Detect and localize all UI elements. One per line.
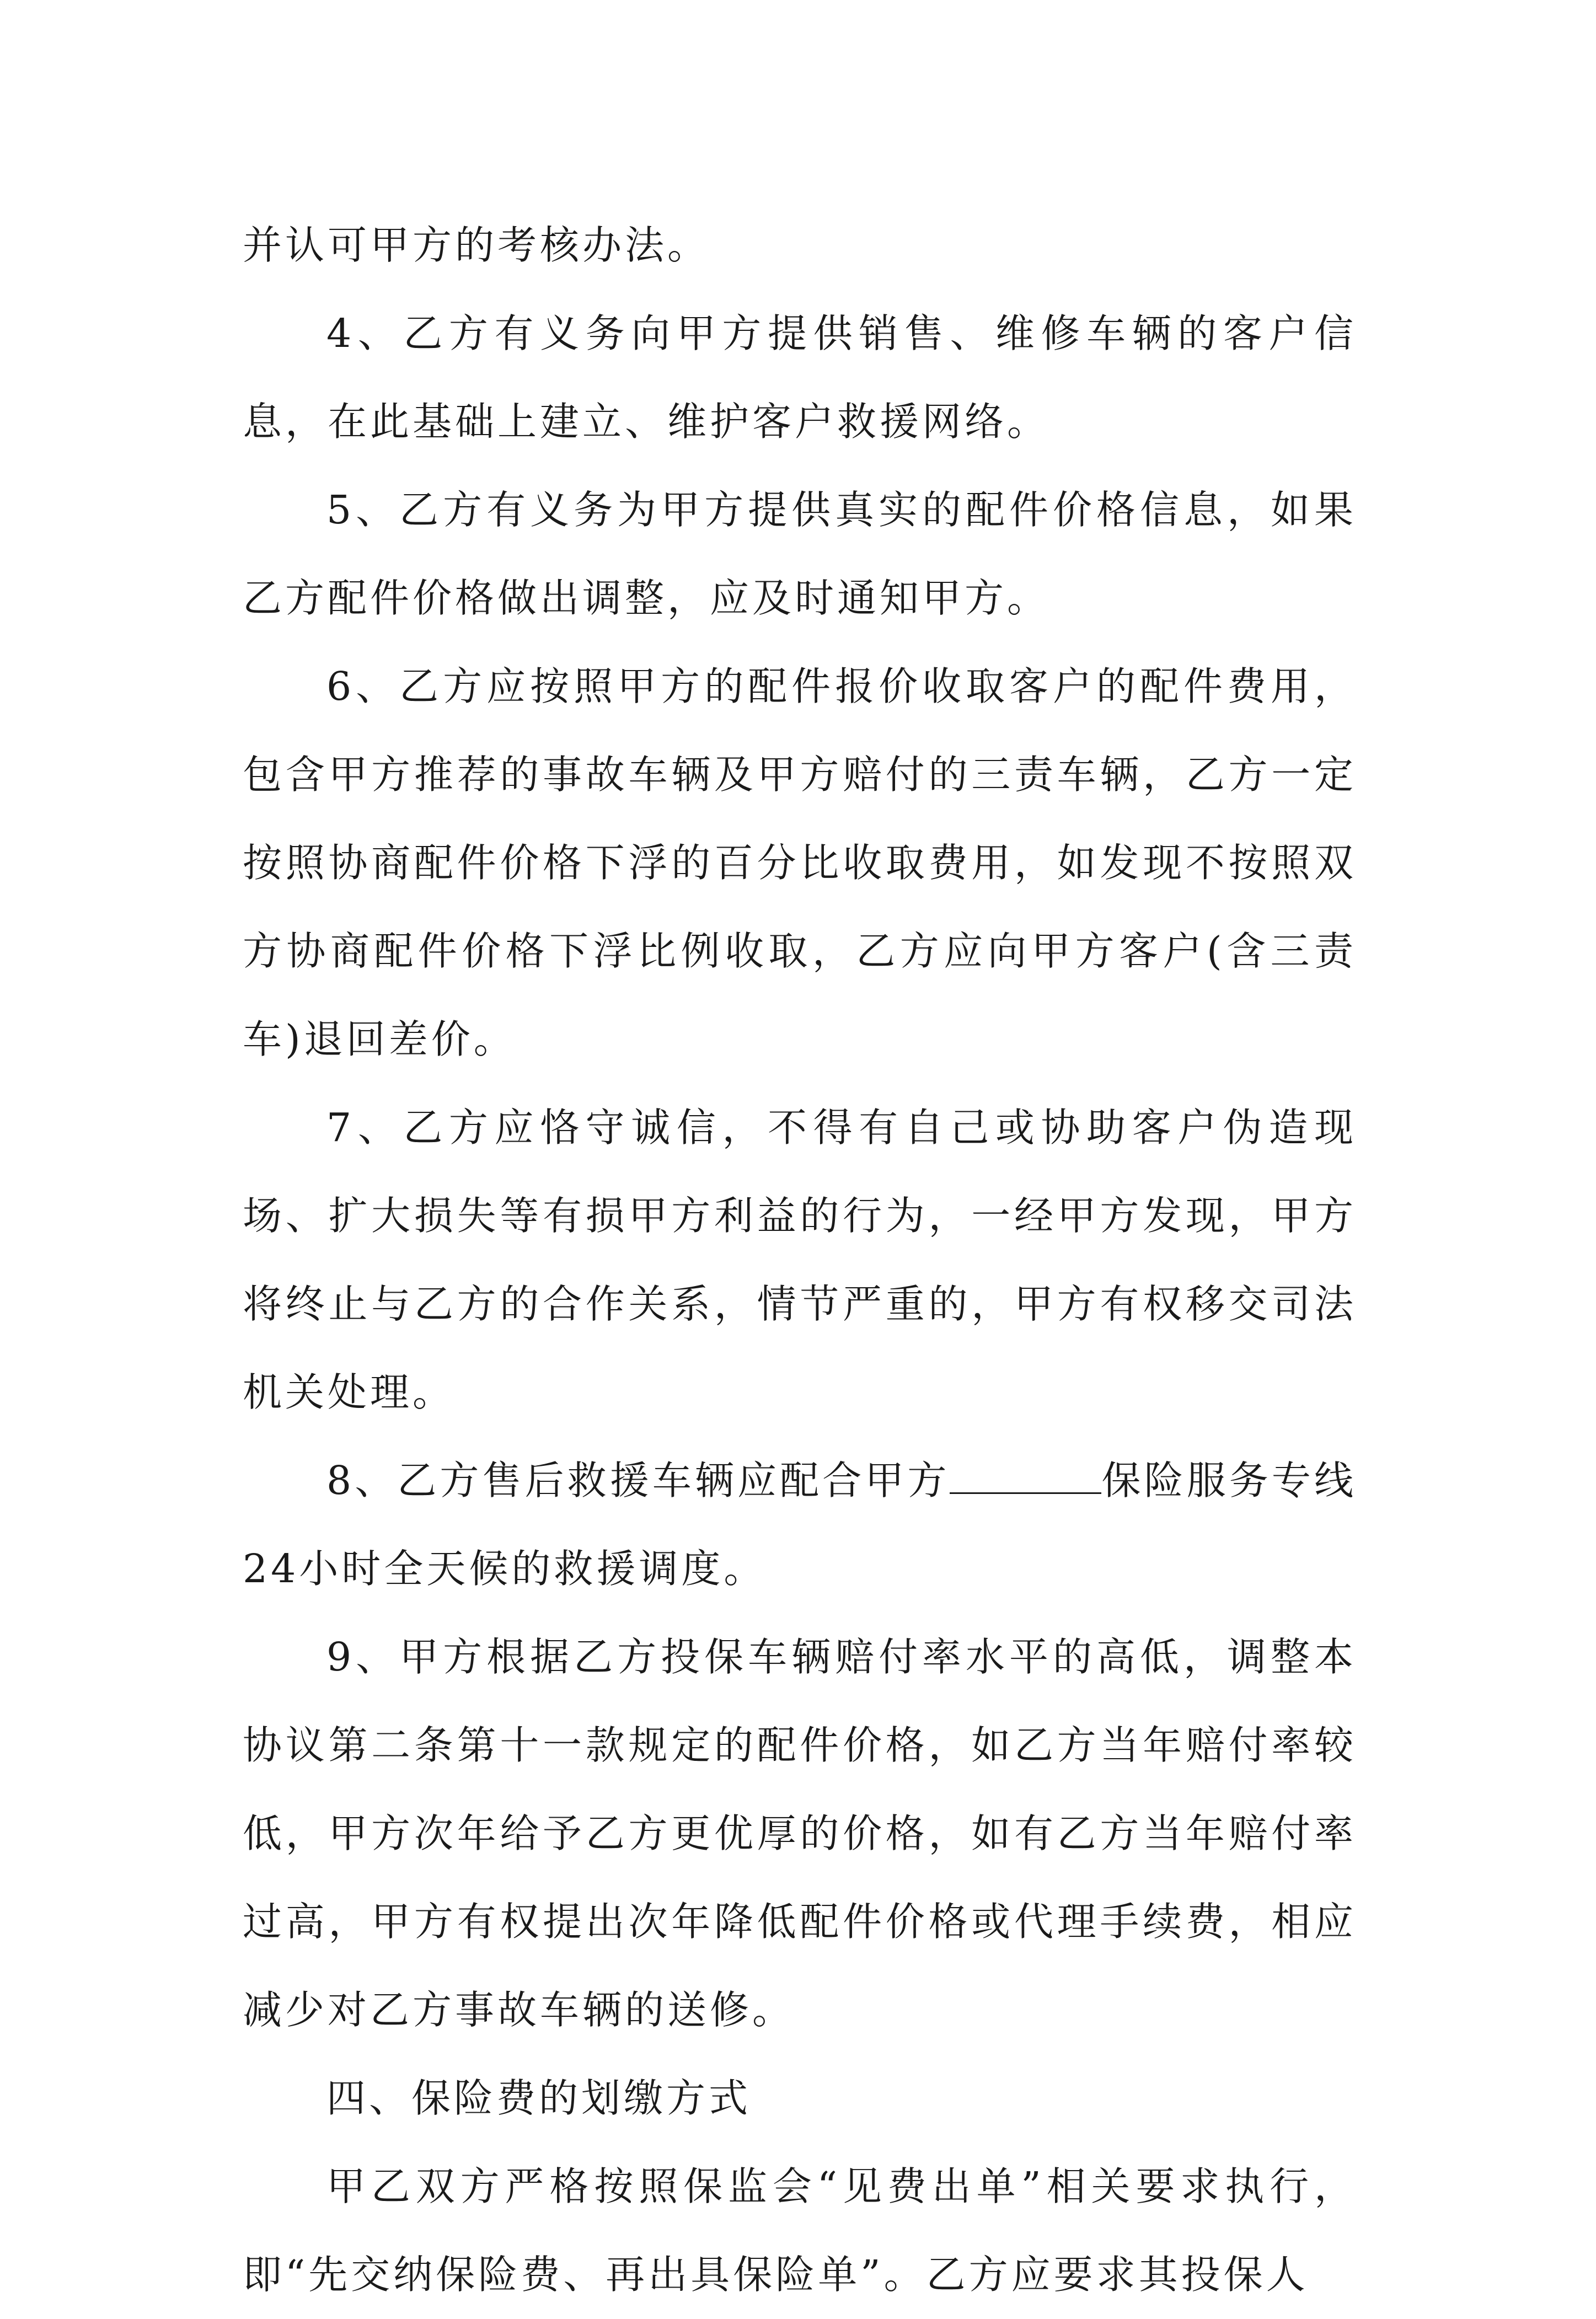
fill-in-blank xyxy=(950,1456,1101,1494)
paragraph-item-5: 5、乙方有义务为甲方提供真实的配件价格信息，如果乙方配件价格做出调整，应及时通知甲方。 xyxy=(243,487,1357,621)
paragraph-item-4: 4、乙方有义务向甲方提供销售、维修车辆的客户信息，在此基础上建立、维护客户救援网络。 xyxy=(243,310,1357,444)
section-heading-premium-payment: 四、保险费的划缴方式 xyxy=(326,2075,752,2121)
paragraph-item-8 xyxy=(243,1437,1357,1613)
paragraph-item-9: 9、甲方根据乙方投保车辆赔付率水平的高低，调整本协议第二条第十一款规定的配件价格，如乙方当年赔付率较低，甲方次年给予乙方更优厚的价格，如有乙方当年赔付率过高，甲方有权提出次年降低配件价格或代理手续费，相应减少对乙方事故车辆的送修。 xyxy=(243,1634,1357,2033)
paragraph-item-7: 7、乙方应恪守诚信，不得有自己或协助客户伪造现场、扩大损失等有损甲方利益的行为，一经甲方发现，甲方将终止与乙方的合作关系，情节严重的，甲方有权移交司法机关处理。 xyxy=(243,1105,1357,1415)
paragraph-continuation: 并认可甲方的考核办法。 xyxy=(243,222,710,268)
paragraph-item-6: 6、乙方应按照甲方的配件报价收取客户的配件费用，包含甲方推荐的事故车辆及甲方赔付的三责车辆，乙方一定按照协商配件价格下浮的百分比收取费用，如发现不按照双方协商配件价格下浮比例收取，乙方应向甲方客户(含三责车)退回差价。 xyxy=(243,663,1357,1062)
document-body xyxy=(243,201,1357,2319)
item-8-text-before: 8、乙方售后救援车辆应配合甲方 xyxy=(326,1458,950,1503)
item-8-text-after: 保险服务专线24小时全天候的救援调度。 xyxy=(243,1458,1357,1592)
paragraph-premium-payment-body: 甲乙双方严格按照保监会“见费出单”相关要求执行，即“先交纳保险费、再出具保险单”。乙方应要求其投保人 xyxy=(243,2163,1357,2297)
